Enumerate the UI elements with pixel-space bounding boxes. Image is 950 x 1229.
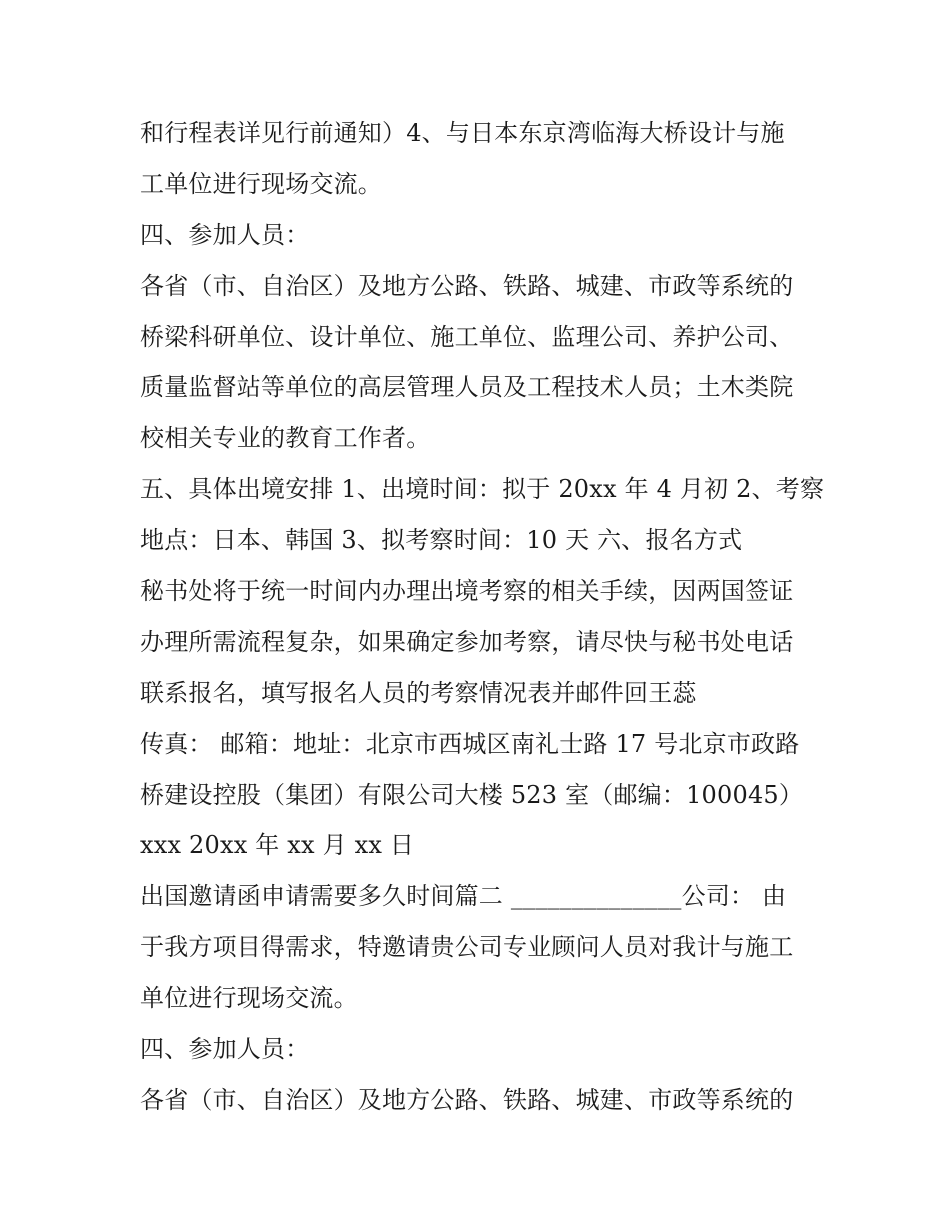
text-line: 各省（市、自治区）及地方公路、铁路、城建、市政等系统的 — [140, 1085, 794, 1114]
text-line: 办理所需流程复杂，如果确定参加考察，请尽快与秘书处电话 — [140, 627, 794, 656]
section-heading: 五、具体出境安排 1、出境时间：拟于 20xx 年 4 月初 2、考察 — [140, 475, 825, 504]
text-line: 地点：日本、韩国 3、拟考察时间：10 天 六、报名方式 — [140, 526, 743, 555]
contact-line: 桥建设控股（集团）有限公司大楼 523 室（邮编：100045） — [140, 780, 804, 809]
text-line: 工单位进行现场交流。 — [140, 169, 382, 198]
text-line: 各省（市、自治区）及地方公路、铁路、城建、市政等系统的 — [140, 271, 794, 300]
text-line: 联系报名，填写报名人员的考察情况表并邮件回王蕊 — [140, 678, 697, 707]
text-line: 秘书处将于统一时间内办理出境考察的相关手续，因两国签证 — [140, 577, 794, 606]
document-body — [140, 108, 825, 1126]
text-line: 校相关专业的教育工作者。 — [140, 424, 431, 453]
contact-line: 传真： 邮箱：地址：北京市西城区南礼士路 17 号北京市政路 — [140, 729, 800, 758]
text-line: 单位进行现场交流。 — [140, 984, 358, 1013]
section-heading: 出国邀请函申请需要多久时间篇二 ______________公司： 由 — [140, 882, 787, 911]
text-line: 于我方项目得需求，特邀请贵公司专业顾问人员对我计与施工 — [140, 933, 794, 962]
text-line: 和行程表详见行前通知）4、与日本东京湾临海大桥设计与施 — [140, 119, 785, 147]
section-heading: 四、参加人员： — [140, 1035, 310, 1064]
text-line: 质量监督站等单位的高层管理人员及工程技术人员；土木类院 — [140, 373, 794, 402]
date-line: xxx 20xx 年 xx 月 xx 日 — [140, 831, 415, 860]
text-line: 桥梁科研单位、设计单位、施工单位、监理公司、养护公司、 — [140, 322, 794, 351]
section-heading: 四、参加人员： — [140, 220, 310, 249]
